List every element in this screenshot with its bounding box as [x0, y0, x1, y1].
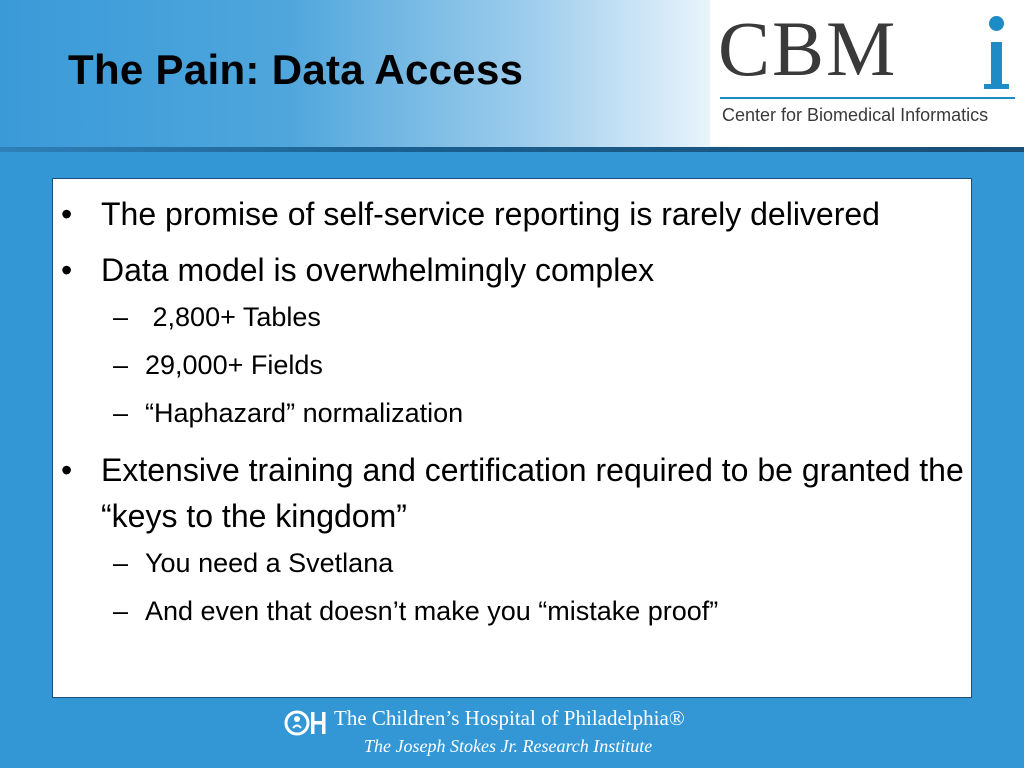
sub-bullet-item [53, 539, 971, 587]
dash-marker: – [113, 350, 129, 380]
sub-bullet-item [53, 587, 971, 635]
dash-marker: – [113, 548, 129, 578]
bullet-text: 29,000+ Fields [145, 350, 323, 380]
bullet-text: You need a Svetlana [145, 548, 394, 578]
bullet-item [53, 191, 971, 237]
bullet-text: Extensive training and certification required to be granted the “keys to the kingdom” [101, 452, 973, 534]
sub-bullet-item [53, 293, 971, 341]
footer-institute-name: The Joseph Stokes Jr. Research Institute [364, 736, 653, 756]
bullet-text: 2,800+ Tables [145, 302, 321, 332]
content-box [52, 178, 972, 698]
header-divider [0, 147, 1024, 152]
logo-letter-i [982, 12, 1012, 94]
bullet-text: And even that doesn’t make you “mistake proof” [145, 596, 719, 626]
bullet-text: The promise of self-service reporting is rarely delivered [101, 196, 880, 232]
logo-underline [720, 97, 1015, 99]
sub-bullet-item [53, 341, 971, 389]
bullet-item [53, 247, 971, 293]
footer [280, 702, 760, 764]
logo-wordmark: CBM [718, 5, 898, 92]
bullet-marker: • [61, 252, 73, 288]
dash-marker: – [113, 596, 129, 626]
bullet-item [53, 447, 971, 539]
bullet-list [53, 191, 971, 635]
cbmi-logo [710, 0, 1024, 146]
bullet-text: “Haphazard” normalization [145, 398, 464, 428]
bullet-marker: • [61, 196, 73, 232]
dash-marker: – [113, 302, 129, 332]
hospital-logo-icon [284, 708, 328, 738]
bullet-text: Data model is overwhelmingly complex [101, 252, 655, 288]
logo-subtitle: Center for Biomedical Informatics [722, 105, 989, 125]
slide-title: The Pain: Data Access [68, 46, 524, 93]
dash-marker: – [113, 398, 129, 428]
footer-hospital-name: The Children’s Hospital of Philadelphia® [334, 706, 685, 730]
sub-bullet-item [53, 389, 971, 437]
bullet-marker: • [61, 452, 73, 488]
